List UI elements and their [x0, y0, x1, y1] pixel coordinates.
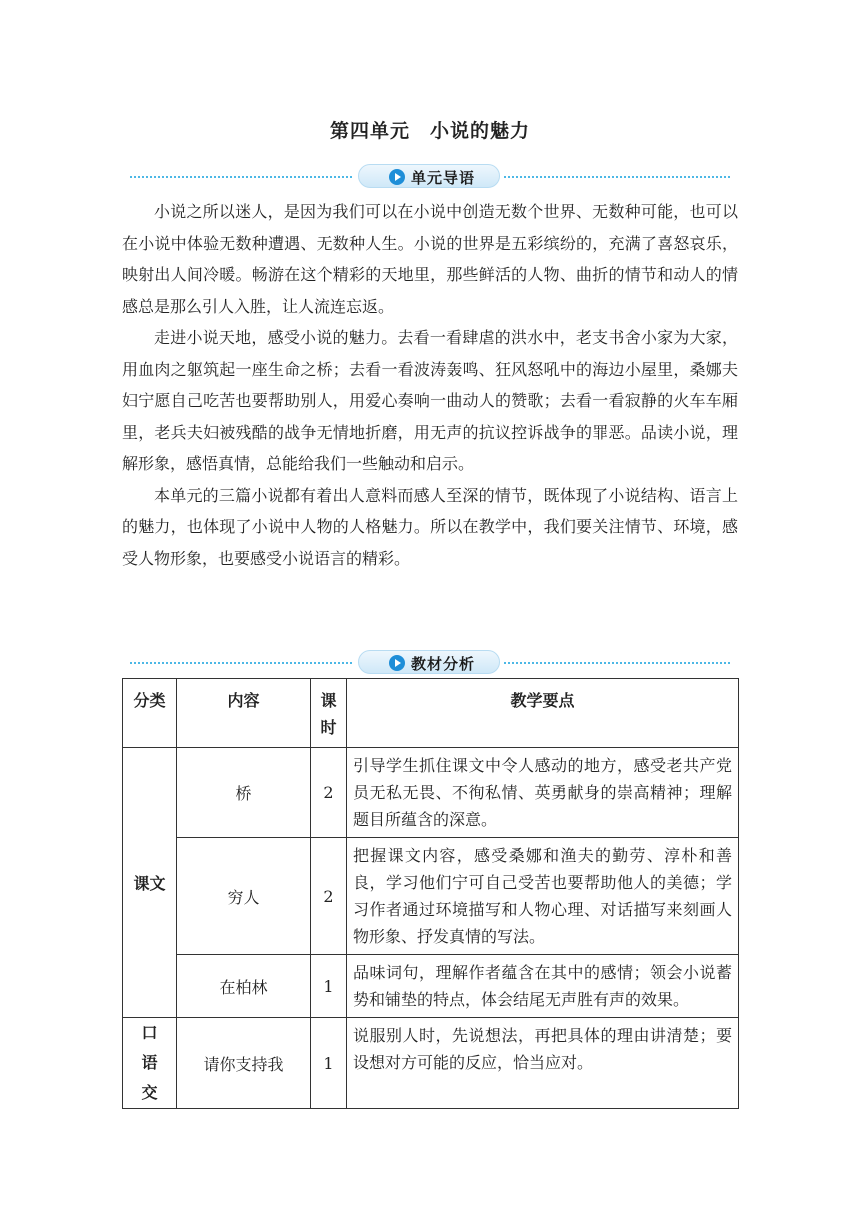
section-label-pill [358, 650, 500, 674]
points-cell: 把握课文内容，感受桑娜和渔夫的勤劳、淳朴和善良，学习他们宁可自己受苦也要帮助他人的美德；学习作者通过环境描写和人物心理、对话描写来刻画人物形象、抒发真情的写法。 [347, 838, 739, 955]
table-row [123, 955, 739, 1018]
section-header-intro [130, 164, 730, 190]
section-label: 单元导语 [411, 169, 476, 187]
dotted-divider [504, 176, 730, 178]
hours-cell: 1 [311, 955, 347, 1018]
points-cell: 品味词句，理解作者蕴含在其中的感情；领会小说蓄势和铺垫的特点，体会结尾无声胜有声的效果。 [347, 955, 739, 1018]
header-hours: 课时 [311, 679, 347, 748]
content-cell: 桥 [177, 748, 311, 838]
dotted-divider [504, 662, 730, 664]
intro-text [122, 196, 738, 574]
content-cell: 穷人 [177, 838, 311, 955]
section-label-pill [358, 164, 500, 188]
dotted-divider [130, 662, 352, 664]
table-row [123, 748, 739, 838]
section-label: 教材分析 [411, 655, 476, 673]
content-cell: 请你支持我 [177, 1018, 311, 1109]
header-category: 分类 [123, 679, 177, 748]
section-header-analysis [130, 650, 730, 676]
analysis-table [122, 678, 739, 1109]
category-cell: 口语交 [123, 1018, 177, 1109]
header-content: 内容 [177, 679, 311, 748]
points-cell: 引导学生抓住课文中令人感动的地方，感受老共产党员无私无畏、不徇私情、英勇献身的崇高精神；理解题目所蕴含的深意。 [347, 748, 739, 838]
header-points: 教学要点 [347, 679, 739, 748]
dotted-divider [130, 176, 352, 178]
hours-cell: 2 [311, 748, 347, 838]
paragraph: 走进小说天地，感受小说的魅力。去看一看肆虐的洪水中，老支书舍小家为大家，用血肉之躯筑起一座生命之桥；去看一看波涛轰鸣、狂风怒吼中的海边小屋里，桑娜夫妇宁愿自己吃苦也要帮助别人，用爱心奏响一曲动人的赞歌；去看一看寂静的火车车厢里，老兵夫妇被残酷的战争无情地折磨，用无声的抗议控诉战争的罪恶。品读小说，理解形象，感悟真情，总能给我们一些触动和启示。 [122, 328, 738, 473]
points-cell: 说服别人时，先说想法，再把具体的理由讲清楚；要设想对方可能的反应，恰当应对。 [347, 1018, 739, 1109]
category-cell: 课文 [123, 748, 177, 1018]
hours-cell: 2 [311, 838, 347, 955]
paragraph: 小说之所以迷人，是因为我们可以在小说中创造无数个世界、无数种可能，也可以在小说中体验无数种遭遇、无数种人生。小说的世界是五彩缤纷的，充满了喜怒哀乐，映射出人间冷暖。畅游在这个精彩的天地里，那些鲜活的人物、曲折的情节和动人的情感总是那么引人入胜，让人流连忘返。 [122, 202, 738, 316]
page-title: 第四单元 小说的魅力 [329, 120, 530, 142]
table-header-row [123, 679, 739, 748]
paragraph: 本单元的三篇小说都有着出人意料而感人至深的情节，既体现了小说结构、语言上的魅力，也体现了小说中人物的人格魅力。所以在教学中，我们要关注情节、环境，感受人物形象，也要感受小说语言的精彩。 [122, 485, 738, 568]
arrow-right-icon [389, 655, 405, 671]
table-row [123, 1018, 739, 1109]
hours-cell: 1 [311, 1018, 347, 1109]
arrow-right-icon [389, 169, 405, 185]
table-row [123, 838, 739, 955]
content-cell: 在柏林 [177, 955, 311, 1018]
